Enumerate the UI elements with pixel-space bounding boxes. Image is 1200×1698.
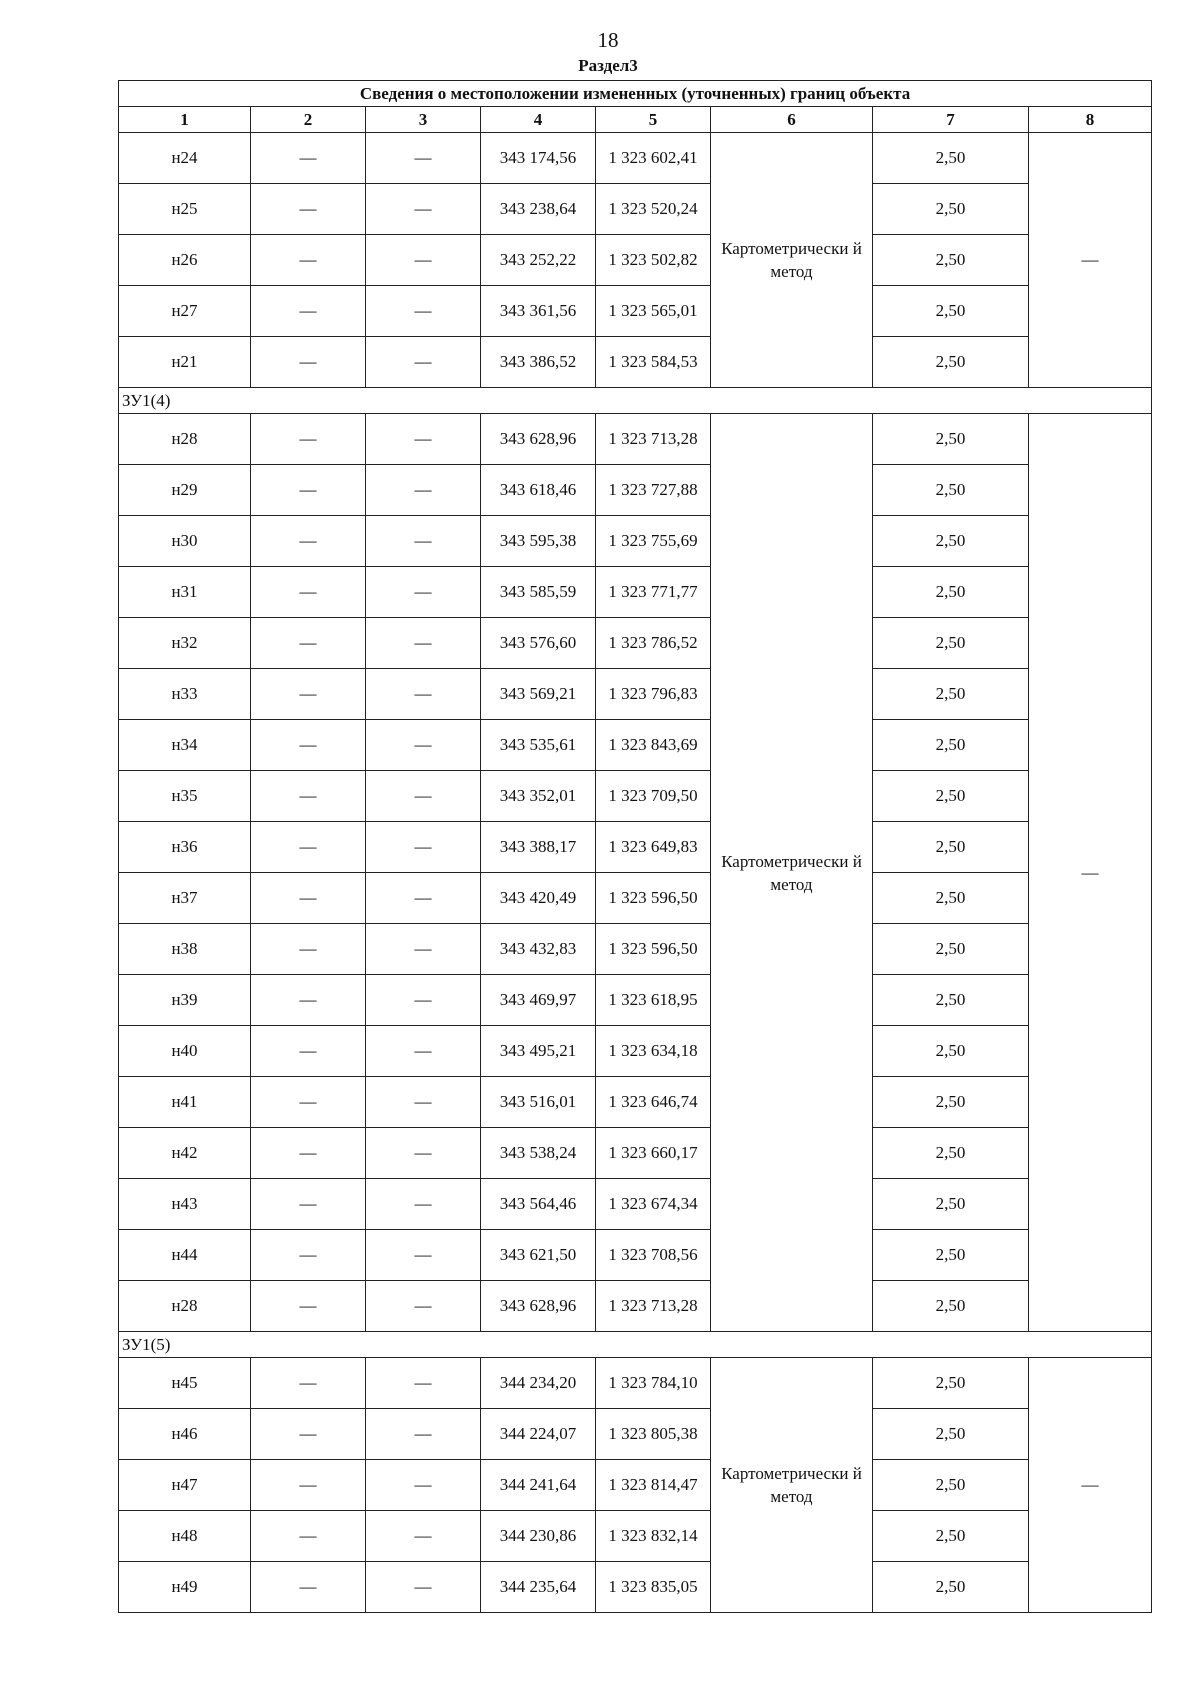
col3-dash-cell: — bbox=[366, 184, 481, 235]
y-coordinate-cell: 1 323 832,14 bbox=[596, 1511, 711, 1562]
table-row bbox=[119, 669, 1152, 720]
col2-dash-cell: — bbox=[251, 669, 366, 720]
col2-dash-cell: — bbox=[251, 771, 366, 822]
col2-dash-cell: — bbox=[251, 1358, 366, 1409]
point-name-cell: н21 bbox=[119, 337, 251, 388]
col2-dash-cell: — bbox=[251, 975, 366, 1026]
x-coordinate-cell: 344 235,64 bbox=[481, 1562, 596, 1613]
y-coordinate-cell: 1 323 646,74 bbox=[596, 1077, 711, 1128]
y-coordinate-cell: 1 323 596,50 bbox=[596, 873, 711, 924]
method-cell: Картометрически й метод bbox=[711, 414, 873, 1332]
col3-dash-cell: — bbox=[366, 414, 481, 465]
col2-dash-cell: — bbox=[251, 873, 366, 924]
col3-dash-cell: — bbox=[366, 924, 481, 975]
y-coordinate-cell: 1 323 755,69 bbox=[596, 516, 711, 567]
y-coordinate-cell: 1 323 634,18 bbox=[596, 1026, 711, 1077]
point-name-cell: н32 bbox=[119, 618, 251, 669]
point-name-cell: н45 bbox=[119, 1358, 251, 1409]
point-name-cell: н35 bbox=[119, 771, 251, 822]
accuracy-cell: 2,50 bbox=[873, 235, 1029, 286]
col3-dash-cell: — bbox=[366, 235, 481, 286]
table-row bbox=[119, 924, 1152, 975]
y-coordinate-cell: 1 323 602,41 bbox=[596, 133, 711, 184]
x-coordinate-cell: 344 241,64 bbox=[481, 1460, 596, 1511]
accuracy-cell: 2,50 bbox=[873, 924, 1029, 975]
accuracy-cell: 2,50 bbox=[873, 618, 1029, 669]
column-number: 4 bbox=[481, 107, 596, 133]
x-coordinate-cell: 343 569,21 bbox=[481, 669, 596, 720]
x-coordinate-cell: 343 628,96 bbox=[481, 414, 596, 465]
point-name-cell: н44 bbox=[119, 1230, 251, 1281]
x-coordinate-cell: 343 495,21 bbox=[481, 1026, 596, 1077]
col2-dash-cell: — bbox=[251, 1409, 366, 1460]
col3-dash-cell: — bbox=[366, 1128, 481, 1179]
point-name-cell: н47 bbox=[119, 1460, 251, 1511]
accuracy-cell: 2,50 bbox=[873, 516, 1029, 567]
point-name-cell: н46 bbox=[119, 1409, 251, 1460]
table-row bbox=[119, 1281, 1152, 1332]
point-name-cell: н49 bbox=[119, 1562, 251, 1613]
col2-dash-cell: — bbox=[251, 1511, 366, 1562]
table-row bbox=[119, 133, 1152, 184]
accuracy-cell: 2,50 bbox=[873, 1358, 1029, 1409]
y-coordinate-cell: 1 323 649,83 bbox=[596, 822, 711, 873]
col2-dash-cell: — bbox=[251, 618, 366, 669]
table-row bbox=[119, 1179, 1152, 1230]
col3-dash-cell: — bbox=[366, 1077, 481, 1128]
point-name-cell: н28 bbox=[119, 1281, 251, 1332]
table-row bbox=[119, 975, 1152, 1026]
table-row bbox=[119, 873, 1152, 924]
col3-dash-cell: — bbox=[366, 516, 481, 567]
point-name-cell: н34 bbox=[119, 720, 251, 771]
table-caption: Сведения о местоположении измененных (уточненных) границ объекта bbox=[119, 81, 1152, 107]
col2-dash-cell: — bbox=[251, 822, 366, 873]
y-coordinate-cell: 1 323 796,83 bbox=[596, 669, 711, 720]
point-name-cell: н42 bbox=[119, 1128, 251, 1179]
point-name-cell: н25 bbox=[119, 184, 251, 235]
x-coordinate-cell: 343 576,60 bbox=[481, 618, 596, 669]
column-number: 7 bbox=[873, 107, 1029, 133]
point-name-cell: н26 bbox=[119, 235, 251, 286]
accuracy-cell: 2,50 bbox=[873, 465, 1029, 516]
col2-dash-cell: — bbox=[251, 1077, 366, 1128]
table-row bbox=[119, 184, 1152, 235]
table-row bbox=[119, 1409, 1152, 1460]
col2-dash-cell: — bbox=[251, 1230, 366, 1281]
table-row bbox=[119, 771, 1152, 822]
accuracy-cell: 2,50 bbox=[873, 822, 1029, 873]
point-name-cell: н36 bbox=[119, 822, 251, 873]
x-coordinate-cell: 343 386,52 bbox=[481, 337, 596, 388]
col2-dash-cell: — bbox=[251, 414, 366, 465]
x-coordinate-cell: 343 535,61 bbox=[481, 720, 596, 771]
y-coordinate-cell: 1 323 786,52 bbox=[596, 618, 711, 669]
col2-dash-cell: — bbox=[251, 1460, 366, 1511]
x-coordinate-cell: 343 585,59 bbox=[481, 567, 596, 618]
col2-dash-cell: — bbox=[251, 567, 366, 618]
col3-dash-cell: — bbox=[366, 1230, 481, 1281]
col3-dash-cell: — bbox=[366, 1358, 481, 1409]
col2-dash-cell: — bbox=[251, 465, 366, 516]
x-coordinate-cell: 343 469,97 bbox=[481, 975, 596, 1026]
x-coordinate-cell: 343 538,24 bbox=[481, 1128, 596, 1179]
col3-dash-cell: — bbox=[366, 286, 481, 337]
table-row bbox=[119, 286, 1152, 337]
col2-dash-cell: — bbox=[251, 516, 366, 567]
x-coordinate-cell: 343 432,83 bbox=[481, 924, 596, 975]
col8-cell: — bbox=[1029, 133, 1152, 388]
table-row bbox=[119, 1128, 1152, 1179]
col2-dash-cell: — bbox=[251, 1128, 366, 1179]
col3-dash-cell: — bbox=[366, 720, 481, 771]
col3-dash-cell: — bbox=[366, 618, 481, 669]
y-coordinate-cell: 1 323 618,95 bbox=[596, 975, 711, 1026]
accuracy-cell: 2,50 bbox=[873, 337, 1029, 388]
column-number: 3 bbox=[366, 107, 481, 133]
point-name-cell: н31 bbox=[119, 567, 251, 618]
accuracy-cell: 2,50 bbox=[873, 1230, 1029, 1281]
col3-dash-cell: — bbox=[366, 873, 481, 924]
x-coordinate-cell: 343 628,96 bbox=[481, 1281, 596, 1332]
col3-dash-cell: — bbox=[366, 337, 481, 388]
y-coordinate-cell: 1 323 843,69 bbox=[596, 720, 711, 771]
page-number: 18 bbox=[597, 28, 619, 52]
point-name-cell: н28 bbox=[119, 414, 251, 465]
accuracy-cell: 2,50 bbox=[873, 771, 1029, 822]
col2-dash-cell: — bbox=[251, 286, 366, 337]
accuracy-cell: 2,50 bbox=[873, 720, 1029, 771]
table-row bbox=[119, 1230, 1152, 1281]
y-coordinate-cell: 1 323 584,53 bbox=[596, 337, 711, 388]
y-coordinate-cell: 1 323 771,77 bbox=[596, 567, 711, 618]
accuracy-cell: 2,50 bbox=[873, 1511, 1029, 1562]
x-coordinate-cell: 343 595,38 bbox=[481, 516, 596, 567]
x-coordinate-cell: 344 234,20 bbox=[481, 1358, 596, 1409]
x-coordinate-cell: 343 516,01 bbox=[481, 1077, 596, 1128]
col3-dash-cell: — bbox=[366, 1026, 481, 1077]
accuracy-cell: 2,50 bbox=[873, 1179, 1029, 1230]
col2-dash-cell: — bbox=[251, 133, 366, 184]
col3-dash-cell: — bbox=[366, 1281, 481, 1332]
column-number: 8 bbox=[1029, 107, 1152, 133]
accuracy-cell: 2,50 bbox=[873, 1460, 1029, 1511]
col3-dash-cell: — bbox=[366, 771, 481, 822]
column-number-row bbox=[119, 107, 1152, 133]
col8-cell: — bbox=[1029, 1358, 1152, 1613]
y-coordinate-cell: 1 323 709,50 bbox=[596, 771, 711, 822]
x-coordinate-cell: 343 618,46 bbox=[481, 465, 596, 516]
group-header-row bbox=[119, 1332, 1152, 1358]
table-row bbox=[119, 618, 1152, 669]
accuracy-cell: 2,50 bbox=[873, 184, 1029, 235]
accuracy-cell: 2,50 bbox=[873, 133, 1029, 184]
col3-dash-cell: — bbox=[366, 1179, 481, 1230]
point-name-cell: н24 bbox=[119, 133, 251, 184]
x-coordinate-cell: 343 420,49 bbox=[481, 873, 596, 924]
x-coordinate-cell: 343 564,46 bbox=[481, 1179, 596, 1230]
y-coordinate-cell: 1 323 713,28 bbox=[596, 414, 711, 465]
point-name-cell: н40 bbox=[119, 1026, 251, 1077]
y-coordinate-cell: 1 323 713,28 bbox=[596, 1281, 711, 1332]
accuracy-cell: 2,50 bbox=[873, 1077, 1029, 1128]
accuracy-cell: 2,50 bbox=[873, 1562, 1029, 1613]
column-number: 1 bbox=[119, 107, 251, 133]
y-coordinate-cell: 1 323 660,17 bbox=[596, 1128, 711, 1179]
table-row bbox=[119, 1077, 1152, 1128]
table-row bbox=[119, 567, 1152, 618]
y-coordinate-cell: 1 323 674,34 bbox=[596, 1179, 711, 1230]
point-name-cell: н38 bbox=[119, 924, 251, 975]
col3-dash-cell: — bbox=[366, 133, 481, 184]
col2-dash-cell: — bbox=[251, 924, 366, 975]
group-label: ЗУ1(4) bbox=[119, 388, 1152, 414]
y-coordinate-cell: 1 323 805,38 bbox=[596, 1409, 711, 1460]
col3-dash-cell: — bbox=[366, 1460, 481, 1511]
table-row bbox=[119, 465, 1152, 516]
x-coordinate-cell: 343 621,50 bbox=[481, 1230, 596, 1281]
column-number: 6 bbox=[711, 107, 873, 133]
accuracy-cell: 2,50 bbox=[873, 1409, 1029, 1460]
y-coordinate-cell: 1 323 596,50 bbox=[596, 924, 711, 975]
group-header-row bbox=[119, 388, 1152, 414]
col2-dash-cell: — bbox=[251, 1281, 366, 1332]
method-cell: Картометрически й метод bbox=[711, 1358, 873, 1613]
col8-cell: — bbox=[1029, 414, 1152, 1332]
x-coordinate-cell: 343 352,01 bbox=[481, 771, 596, 822]
x-coordinate-cell: 343 361,56 bbox=[481, 286, 596, 337]
col2-dash-cell: — bbox=[251, 337, 366, 388]
table-row bbox=[119, 1358, 1152, 1409]
x-coordinate-cell: 344 224,07 bbox=[481, 1409, 596, 1460]
col3-dash-cell: — bbox=[366, 1511, 481, 1562]
x-coordinate-cell: 344 230,86 bbox=[481, 1511, 596, 1562]
x-coordinate-cell: 343 174,56 bbox=[481, 133, 596, 184]
y-coordinate-cell: 1 323 502,82 bbox=[596, 235, 711, 286]
point-name-cell: н29 bbox=[119, 465, 251, 516]
accuracy-cell: 2,50 bbox=[873, 567, 1029, 618]
col3-dash-cell: — bbox=[366, 669, 481, 720]
y-coordinate-cell: 1 323 835,05 bbox=[596, 1562, 711, 1613]
point-name-cell: н41 bbox=[119, 1077, 251, 1128]
col2-dash-cell: — bbox=[251, 184, 366, 235]
point-name-cell: н43 bbox=[119, 1179, 251, 1230]
table-body bbox=[119, 81, 1152, 1613]
point-name-cell: н39 bbox=[119, 975, 251, 1026]
col2-dash-cell: — bbox=[251, 235, 366, 286]
col3-dash-cell: — bbox=[366, 822, 481, 873]
point-name-cell: н27 bbox=[119, 286, 251, 337]
point-name-cell: н37 bbox=[119, 873, 251, 924]
boundary-table bbox=[118, 80, 1152, 1613]
x-coordinate-cell: 343 252,22 bbox=[481, 235, 596, 286]
accuracy-cell: 2,50 bbox=[873, 975, 1029, 1026]
col3-dash-cell: — bbox=[366, 1562, 481, 1613]
col3-dash-cell: — bbox=[366, 567, 481, 618]
point-name-cell: н30 bbox=[119, 516, 251, 567]
y-coordinate-cell: 1 323 727,88 bbox=[596, 465, 711, 516]
y-coordinate-cell: 1 323 708,56 bbox=[596, 1230, 711, 1281]
y-coordinate-cell: 1 323 784,10 bbox=[596, 1358, 711, 1409]
col2-dash-cell: — bbox=[251, 1562, 366, 1613]
table-row bbox=[119, 516, 1152, 567]
accuracy-cell: 2,50 bbox=[873, 286, 1029, 337]
table-row bbox=[119, 1511, 1152, 1562]
table-row bbox=[119, 1562, 1152, 1613]
x-coordinate-cell: 343 388,17 bbox=[481, 822, 596, 873]
table-row bbox=[119, 414, 1152, 465]
table-row bbox=[119, 1026, 1152, 1077]
column-number: 5 bbox=[596, 107, 711, 133]
table-row bbox=[119, 1460, 1152, 1511]
accuracy-cell: 2,50 bbox=[873, 1281, 1029, 1332]
accuracy-cell: 2,50 bbox=[873, 1128, 1029, 1179]
point-name-cell: н33 bbox=[119, 669, 251, 720]
method-cell: Картометрически й метод bbox=[711, 133, 873, 388]
point-name-cell: н48 bbox=[119, 1511, 251, 1562]
table-row bbox=[119, 235, 1152, 286]
y-coordinate-cell: 1 323 520,24 bbox=[596, 184, 711, 235]
table-row bbox=[119, 337, 1152, 388]
table-row bbox=[119, 822, 1152, 873]
accuracy-cell: 2,50 bbox=[873, 669, 1029, 720]
group-label: ЗУ1(5) bbox=[119, 1332, 1152, 1358]
x-coordinate-cell: 343 238,64 bbox=[481, 184, 596, 235]
col2-dash-cell: — bbox=[251, 1026, 366, 1077]
col2-dash-cell: — bbox=[251, 720, 366, 771]
accuracy-cell: 2,50 bbox=[873, 1026, 1029, 1077]
col3-dash-cell: — bbox=[366, 1409, 481, 1460]
table-row bbox=[119, 720, 1152, 771]
section-title: Раздел3 bbox=[578, 56, 638, 75]
col2-dash-cell: — bbox=[251, 1179, 366, 1230]
table-caption-row bbox=[119, 81, 1152, 107]
column-number: 2 bbox=[251, 107, 366, 133]
y-coordinate-cell: 1 323 565,01 bbox=[596, 286, 711, 337]
y-coordinate-cell: 1 323 814,47 bbox=[596, 1460, 711, 1511]
accuracy-cell: 2,50 bbox=[873, 873, 1029, 924]
col3-dash-cell: — bbox=[366, 975, 481, 1026]
accuracy-cell: 2,50 bbox=[873, 414, 1029, 465]
col3-dash-cell: — bbox=[366, 465, 481, 516]
